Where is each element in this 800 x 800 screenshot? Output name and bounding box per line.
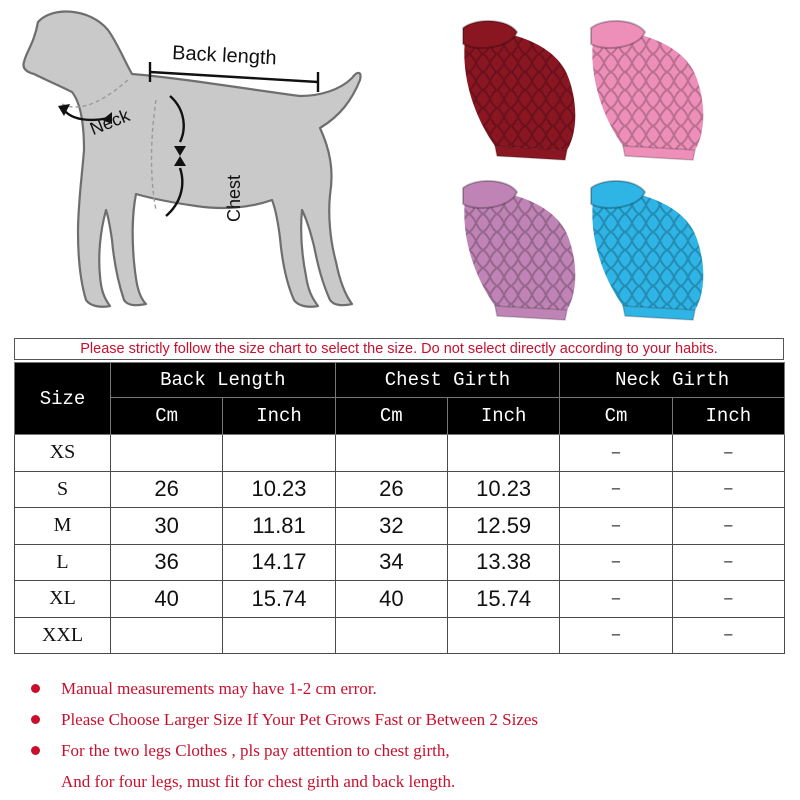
- table-cell: –: [672, 617, 784, 654]
- unit-header: Cm: [560, 398, 672, 435]
- table-cell: [335, 435, 447, 472]
- chest-label: Chest: [224, 174, 244, 222]
- dog-measurement-diagram: [0, 0, 440, 335]
- table-row: [15, 581, 785, 618]
- unit-header: Cm: [335, 398, 447, 435]
- size-cell: XXL: [15, 617, 111, 654]
- table-cell: 11.81: [223, 508, 335, 545]
- table-cell: 10.23: [447, 471, 559, 508]
- table-cell: 26: [335, 471, 447, 508]
- size-chart-notice: Please strictly follow the size chart to select the size. Do not select directly according to your habits.: [14, 338, 784, 360]
- size-chart-table: [14, 362, 785, 654]
- table-cell: 40: [111, 581, 223, 618]
- table-cell: [223, 617, 335, 654]
- note-text: Manual measurements may have 1-2 cm error.: [61, 679, 377, 698]
- size-cell: XL: [15, 581, 111, 618]
- table-cell: –: [672, 471, 784, 508]
- table-cell: 13.38: [447, 544, 559, 581]
- burgundy-sweater-icon: [463, 21, 575, 160]
- table-row: [15, 508, 785, 545]
- size-header: Size: [15, 363, 111, 435]
- table-cell: [447, 435, 559, 472]
- bullet-dot-icon: [31, 715, 40, 724]
- note-text: And for four legs, must fit for chest girth and back length.: [61, 772, 456, 791]
- sweater-photos: [455, 18, 795, 338]
- table-cell: 32: [335, 508, 447, 545]
- pink-sweater-icon: [591, 21, 703, 160]
- mauve-sweater-icon: [463, 181, 575, 320]
- notes-list: [30, 673, 790, 797]
- table-row: [15, 617, 785, 654]
- unit-header: Cm: [111, 398, 223, 435]
- table-cell: [335, 617, 447, 654]
- table-cell: –: [672, 581, 784, 618]
- table-cell: [447, 617, 559, 654]
- size-cell: XS: [15, 435, 111, 472]
- table-cell: [111, 435, 223, 472]
- table-cell: 40: [335, 581, 447, 618]
- table-cell: –: [560, 617, 672, 654]
- table-cell: –: [672, 435, 784, 472]
- neck-girth-header: Neck Girth: [560, 363, 785, 398]
- table-cell: –: [560, 581, 672, 618]
- note-text: For the two legs Clothes , pls pay attention to chest girth,: [61, 741, 450, 760]
- table-cell: –: [560, 544, 672, 581]
- table-cell: –: [672, 508, 784, 545]
- note-text: Please Choose Larger Size If Your Pet Grows Fast or Between 2 Sizes: [61, 710, 539, 729]
- table-cell: 10.23: [223, 471, 335, 508]
- unit-header: Inch: [447, 398, 559, 435]
- list-item: [30, 704, 790, 735]
- table-cell: –: [560, 435, 672, 472]
- size-cell: S: [15, 471, 111, 508]
- neck-label: Neck: [86, 105, 133, 140]
- table-cell: 14.17: [223, 544, 335, 581]
- list-item: [30, 766, 790, 797]
- chest-girth-header: Chest Girth: [335, 363, 560, 398]
- table-cell: 36: [111, 544, 223, 581]
- table-cell: –: [560, 508, 672, 545]
- blue-sweater-icon: [591, 181, 703, 320]
- unit-header: Inch: [672, 398, 784, 435]
- table-cell: [223, 435, 335, 472]
- table-cell: 30: [111, 508, 223, 545]
- list-item: [30, 735, 790, 766]
- table-cell: 15.74: [223, 581, 335, 618]
- bullet-dot-icon: [31, 684, 40, 693]
- table-cell: 15.74: [447, 581, 559, 618]
- size-cell: M: [15, 508, 111, 545]
- table-cell: 26: [111, 471, 223, 508]
- table-cell: 34: [335, 544, 447, 581]
- table-row: [15, 435, 785, 472]
- unit-header: Inch: [223, 398, 335, 435]
- bullet-dot-icon: [31, 746, 40, 755]
- back-length-label: Back length: [171, 41, 278, 70]
- table-cell: –: [672, 544, 784, 581]
- table-cell: –: [560, 471, 672, 508]
- size-cell: L: [15, 544, 111, 581]
- back-length-header: Back Length: [111, 363, 336, 398]
- table-cell: [111, 617, 223, 654]
- list-item: [30, 673, 790, 704]
- table-row: [15, 471, 785, 508]
- table-cell: 12.59: [447, 508, 559, 545]
- table-row: [15, 544, 785, 581]
